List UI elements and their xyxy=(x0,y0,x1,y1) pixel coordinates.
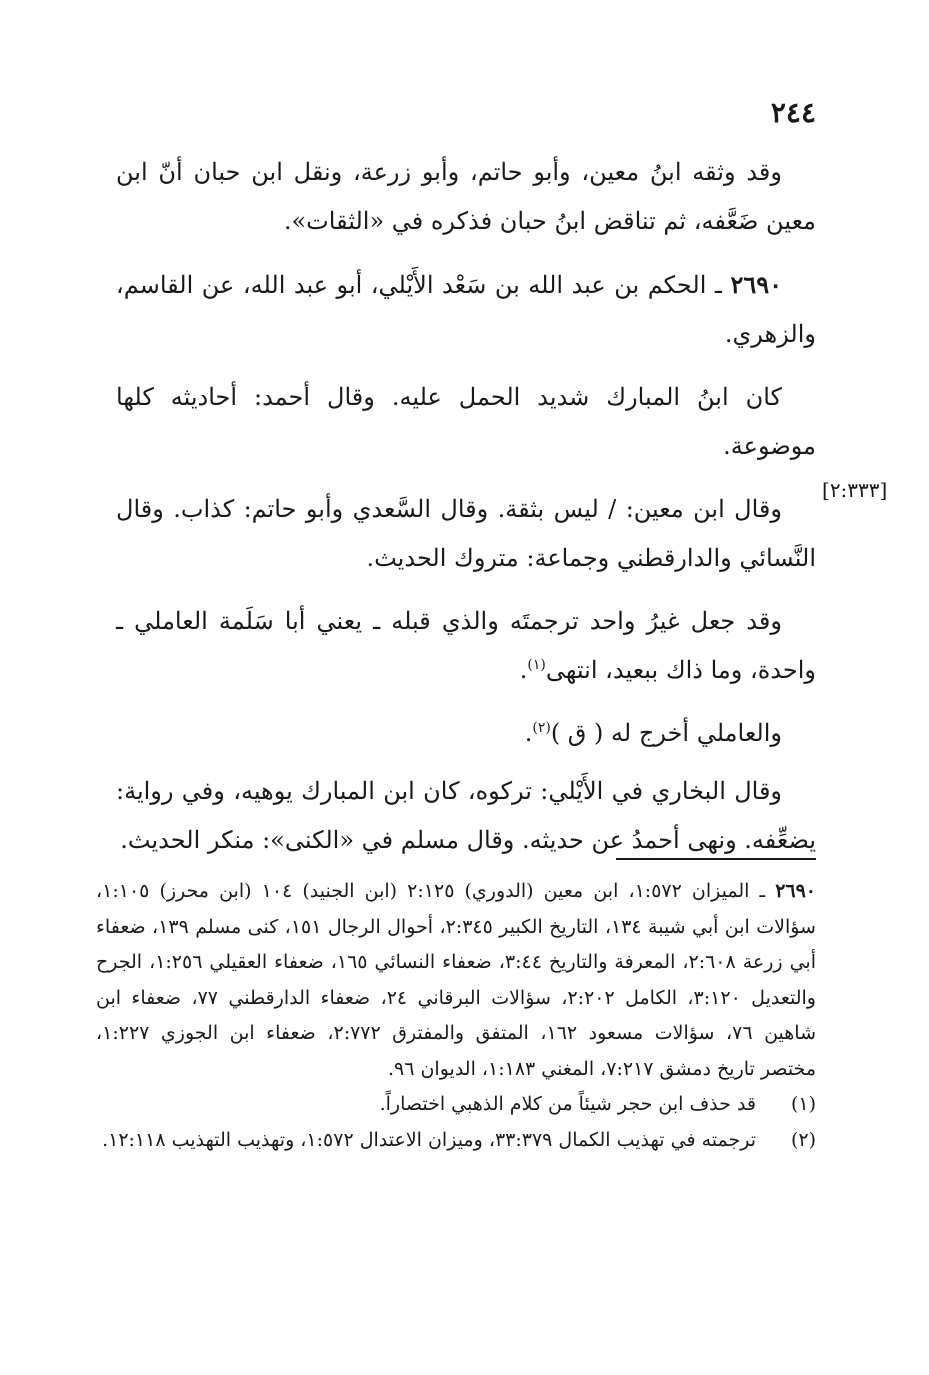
entry-number: ٢٦٩٠ xyxy=(730,270,782,299)
footnote-1-marker: (١) xyxy=(790,1093,816,1115)
page-number: ٢٤٤ xyxy=(770,96,816,129)
paragraph-amili-text: والعاملي أخرج له ( ق ) xyxy=(550,719,782,747)
footnote-ref-2: (٢) xyxy=(532,720,551,736)
paragraph-bukhari: وقال البخاري في الأَيْلي: تركوه، كان ابن المبارك يوهيه، وفي رواية: يضعِّفه. ونهى أحمدُ عن حديثه. وقال مسلم في «الكنى»: منكر الحديث. xyxy=(116,777,816,854)
paragraph-ibn-mubarak: كان ابنُ المبارك شديد الحمل عليه. وقال أحمد: أحاديثه كلها موضوعة. xyxy=(116,383,816,460)
side-reference: [٢:٣٣٣] xyxy=(822,478,888,502)
footnote-2-marker: (٢) xyxy=(790,1128,816,1151)
footnote-sources-number: ٢٦٩٠ xyxy=(775,880,817,902)
footnotes xyxy=(96,874,816,1158)
paragraph-ghayr-wahid xyxy=(116,597,816,695)
paragraph-ghayr-wahid-end: . xyxy=(519,656,528,684)
paragraph-ibn-maeen: وقال ابن معين: / ليس بثقة. وقال السَّعدي وأبو حاتم: كذاب. وقال النَّسائي والدارقطني وجماعة: متروك الحديث. xyxy=(116,495,816,572)
footnote-separator xyxy=(616,858,816,860)
paragraph-tawthiq: وقد وثقه ابنُ معين، وأبو حاتم، وأبو زرعة، ونقل ابن حبان أنّ ابن معين ضَعَّفه، ثم تناقض ابنُ حبان فذكره في «الثقات». xyxy=(116,158,816,235)
footnote-2 xyxy=(96,1123,816,1159)
footnote-1 xyxy=(96,1087,816,1123)
footnote-2-text: ترجمته في تهذيب الكمال ٣٣:٣٧٩، وميزان الاعتدال ١:٥٧٢، وتهذيب التهذيب ١٢:١١٨. xyxy=(102,1128,756,1151)
paragraph-ghayr-wahid-text: وقد جعل غيرُ واحد ترجمتَه والذي قبله ـ يعني أبا سَلَمة العاملي ـ واحدة، وما ذاك ببعيد، انتهى xyxy=(116,607,816,684)
main-text xyxy=(116,148,816,879)
entry-heading xyxy=(116,260,816,359)
footnote-sources xyxy=(96,874,816,1087)
footnote-1-text: قد حذف ابن حجر شيئاً من كلام الذهبي اختصاراً. xyxy=(379,1093,756,1115)
footnote-ref-1: (١) xyxy=(527,657,546,673)
paragraph-amili-end: . xyxy=(524,719,533,747)
entry-title: ـ الحكم بن عبد الله بن سَعْد الأَيْلي، أبو عبد الله، عن القاسم، والزهري. xyxy=(116,271,816,348)
footnote-sources-text: ـ الميزان ١:٥٧٢، ابن معين (الدوري) ٢:١٢٥ (ابن الجنيد) ١٠٤ (ابن محرز) ١:١٠٥، سؤالات ابن أبي شيبة ١٣٤، التاريخ الكبير ٢:٣٤٥، أحوال الرجال ١٥١، كنى مسلم ١٣٩، ضعفاء أبي زرعة ٢:٦٠٨، المعرفة والتاريخ ٣:٤٤، ضعفاء النسائي ١٦٥، ضعفاء العقيلي ١:٢٥٦، الجرح والتعديل ٣:١٢٠، الكامل ٢:٢٠٢، سؤالات البرقاني ٢٤، ضعفاء الدارقطني ٧٧، ضعفاء ابن شاهين ٧٦، سؤالات مسعود ١٦٢، المتفق والمفترق ٢:٧٧٢، ضعفاء ابن الجوزي ١:٢٢٧، مختصر تاريخ دمشق ٧:٢١٧، المغني ١:١٨٣، الديوان ٩٦. xyxy=(96,880,817,1080)
paragraph-amili xyxy=(116,709,816,758)
